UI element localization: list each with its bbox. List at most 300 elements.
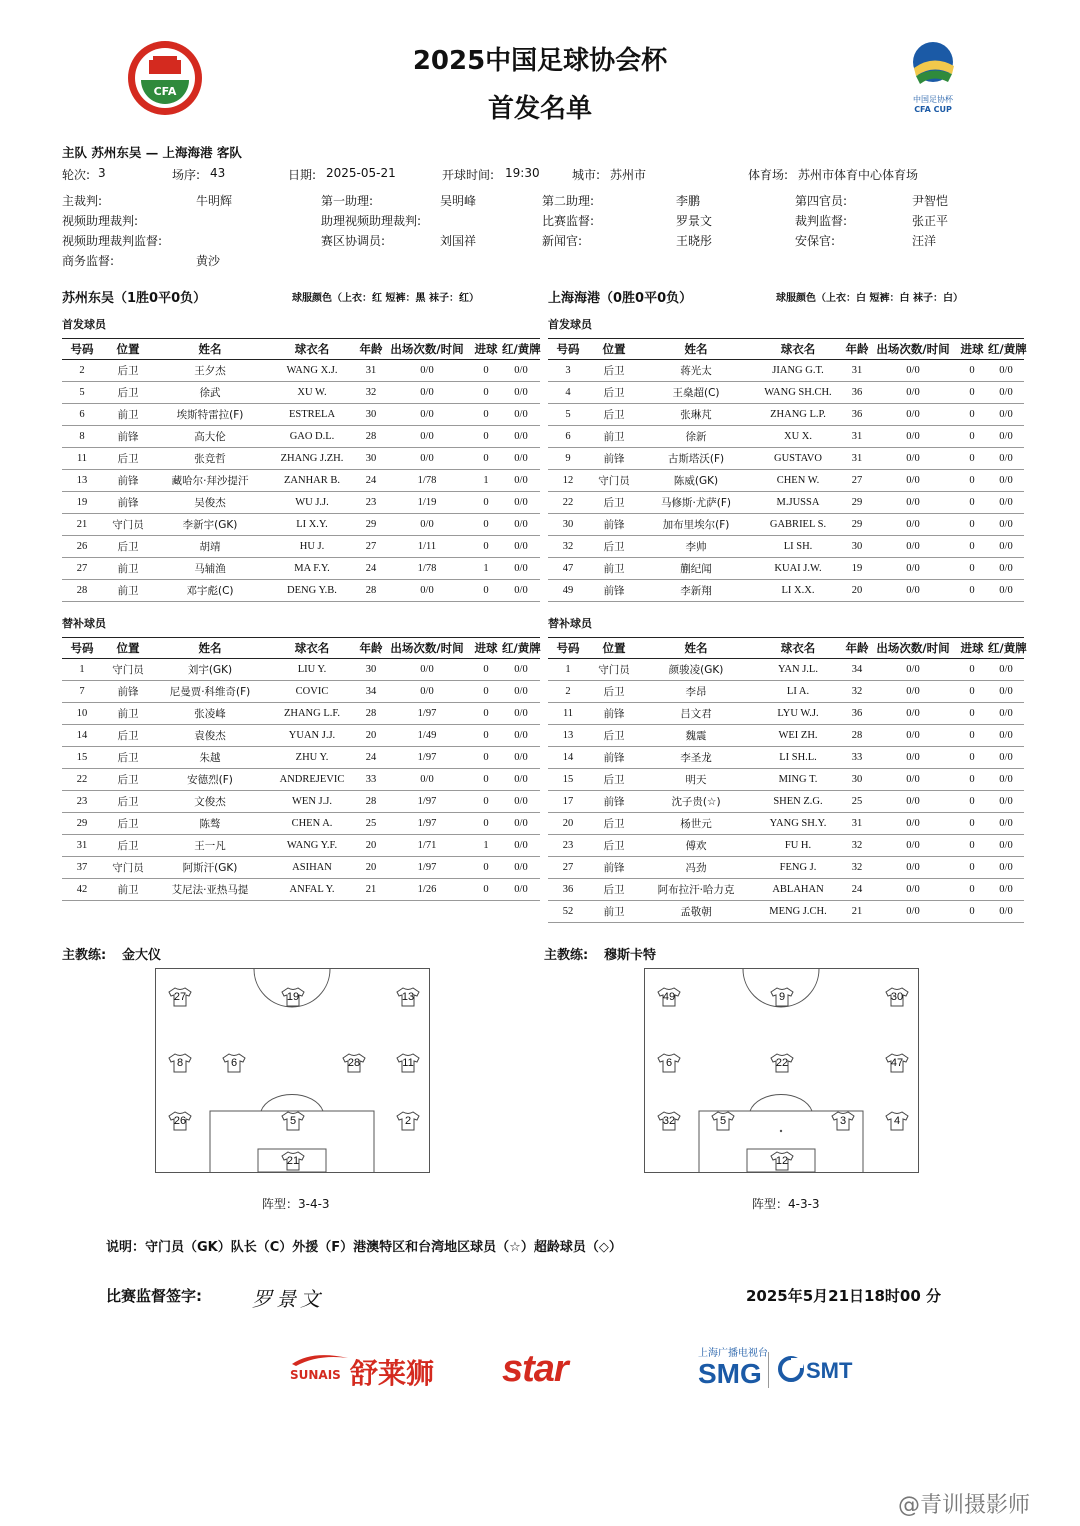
shirt-number: 22 (775, 1057, 789, 1069)
player-apps: 0/0 (384, 580, 470, 602)
player-apps: 0/0 (870, 791, 956, 813)
player-name: 马辅渔 (154, 558, 266, 580)
player-name: 刘宇(GK) (154, 659, 266, 681)
player-shirt-name: ESTRELA (266, 404, 358, 426)
player-apps: 0/0 (384, 681, 470, 703)
player-name: 李新翔 (640, 580, 752, 602)
player-row (548, 536, 1024, 558)
player-number: 36 (548, 879, 588, 901)
player-number: 2 (548, 681, 588, 703)
player-cards: 0/0 (502, 703, 540, 725)
smg-logo (698, 1344, 863, 1394)
shirt-number: 49 (662, 991, 676, 1003)
signature-label: 比赛监督签字: (106, 1287, 202, 1305)
player-goals: 0 (470, 769, 502, 791)
column-header-position: 位置 (102, 339, 154, 360)
player-cards: 0/0 (988, 448, 1024, 470)
ar1-label: 第一助理: (321, 194, 374, 208)
column-header-cards: 红/黄牌 (502, 339, 540, 360)
player-name: 颜骏凌(GK) (640, 659, 752, 681)
player-cards: 0/0 (988, 791, 1024, 813)
player-shirt-name: XU X. (752, 426, 844, 448)
player-position: 后卫 (588, 536, 640, 558)
player-age: 28 (358, 580, 384, 602)
column-header-position: 位置 (588, 339, 640, 360)
home-subs-table (62, 637, 540, 901)
shirt-icon (770, 1151, 794, 1171)
player-name: 高大伦 (154, 426, 266, 448)
player-name: 王一凡 (154, 835, 266, 857)
player-position: 前锋 (588, 703, 640, 725)
venue-value: 苏州市体育中心体育场 (798, 168, 919, 182)
player-shirt-name: MENG J.CH. (752, 901, 844, 923)
city-label: 城市: (572, 168, 601, 182)
shirt-number: 4 (893, 1115, 901, 1127)
player-age: 30 (844, 536, 870, 558)
player-number: 22 (62, 769, 102, 791)
player-shirt-name: KUAI J.W. (752, 558, 844, 580)
player-cards: 0/0 (988, 681, 1024, 703)
smg-text: SMG (698, 1358, 762, 1389)
commercial-value: 黄沙 (196, 254, 221, 268)
player-age: 29 (844, 514, 870, 536)
home-coach-label: 主教练: (62, 948, 107, 963)
kickoff-value: 19:30 (505, 166, 540, 180)
column-header-shirt-name: 球衣名 (752, 638, 844, 659)
player-goals: 0 (470, 580, 502, 602)
player-row (62, 725, 540, 747)
player-position: 后卫 (102, 835, 154, 857)
player-row (62, 835, 540, 857)
column-header-number: 号码 (548, 339, 588, 360)
watermark: @青训摄影师 (898, 1493, 1031, 1518)
player-apps: 1/71 (384, 835, 470, 857)
match-no-label: 场序: (172, 168, 201, 182)
player-shirt-name: ZHANG L.F. (266, 703, 358, 725)
player-shirt-name: SHEN Z.G. (752, 791, 844, 813)
player-age: 24 (358, 747, 384, 769)
player-age: 23 (358, 492, 384, 514)
match-no-value: 43 (210, 166, 226, 180)
coordinator-label: 赛区协调员: (321, 234, 386, 248)
player-apps: 0/0 (870, 901, 956, 923)
player-position: 后卫 (588, 725, 640, 747)
press-label: 新闻官: (542, 234, 583, 248)
player-cards: 0/0 (502, 791, 540, 813)
player-shirt-name: LI A. (752, 681, 844, 703)
player-row (62, 879, 540, 901)
player-apps: 0/0 (870, 426, 956, 448)
shirt-icon (657, 987, 681, 1007)
player-apps: 1/11 (384, 536, 470, 558)
player-age: 20 (358, 725, 384, 747)
player-goals: 0 (470, 404, 502, 426)
column-header-cards: 红/黄牌 (988, 638, 1024, 659)
player-shirt-name: LI X.X. (752, 580, 844, 602)
player-age: 27 (358, 536, 384, 558)
player-cards: 0/0 (502, 514, 540, 536)
shirt-icon (396, 987, 420, 1007)
shirt-number: 5 (289, 1115, 297, 1127)
player-row (62, 703, 540, 725)
shirt-number: 21 (286, 1155, 300, 1167)
coordinator-value: 刘国祥 (440, 234, 477, 248)
player-age: 34 (844, 659, 870, 681)
player-number: 27 (62, 558, 102, 580)
player-cards: 0/0 (502, 769, 540, 791)
player-age: 25 (844, 791, 870, 813)
shirt-number: 47 (890, 1057, 904, 1069)
referee-value: 牛明辉 (196, 194, 233, 208)
player-number: 30 (548, 514, 588, 536)
player-name: 尼曼贾·科维奇(F) (154, 681, 266, 703)
shirt-icon (885, 1111, 909, 1131)
player-name: 魏震 (640, 725, 752, 747)
player-number: 20 (548, 813, 588, 835)
player-row (548, 580, 1024, 602)
player-row (548, 492, 1024, 514)
player-name: 李新宇(GK) (154, 514, 266, 536)
player-cards: 0/0 (502, 536, 540, 558)
column-header-age: 年龄 (844, 638, 870, 659)
player-age: 32 (844, 835, 870, 857)
legend-note: 说明：守门员（GK）队长（C）外援（F）港澳特区和台湾地区球员（☆）超龄球员（◇） (106, 1240, 622, 1255)
player-row (548, 404, 1024, 426)
player-cards: 0/0 (988, 360, 1024, 382)
player-name: 加布里埃尔(F) (640, 514, 752, 536)
shirt-number: 12 (775, 1155, 789, 1167)
player-age: 32 (358, 382, 384, 404)
player-shirt-name: GABRIEL S. (752, 514, 844, 536)
player-apps: 0/0 (870, 360, 956, 382)
player-position: 前锋 (102, 681, 154, 703)
player-cards: 0/0 (988, 901, 1024, 923)
column-header-apps: 出场次数/时间 (870, 339, 956, 360)
column-header-shirt-name: 球衣名 (266, 638, 358, 659)
player-name: 古斯塔沃(F) (640, 448, 752, 470)
player-shirt-name: MING T. (752, 769, 844, 791)
player-number: 10 (62, 703, 102, 725)
player-row (548, 813, 1024, 835)
player-cards: 0/0 (988, 813, 1024, 835)
player-goals: 0 (956, 404, 988, 426)
player-goals: 1 (470, 558, 502, 580)
away-starters-table (548, 338, 1027, 602)
player-cards: 0/0 (502, 426, 540, 448)
away-coach-name: 穆斯卡特 (604, 948, 657, 963)
player-name: 李昂 (640, 681, 752, 703)
player-cards: 0/0 (502, 580, 540, 602)
player-row (548, 426, 1024, 448)
column-header-number: 号码 (62, 638, 102, 659)
player-name: 王燊超(C) (640, 382, 752, 404)
player-age: 20 (358, 857, 384, 879)
player-shirt-name: FU H. (752, 835, 844, 857)
player-number: 8 (62, 426, 102, 448)
shirt-number: 13 (401, 991, 415, 1003)
player-number: 28 (62, 580, 102, 602)
player-position: 前锋 (588, 514, 640, 536)
player-row (62, 813, 540, 835)
star-logo: star (502, 1348, 568, 1390)
player-position: 后卫 (102, 769, 154, 791)
shirt-number: 3 (839, 1115, 847, 1127)
player-number: 5 (62, 382, 102, 404)
player-apps: 1/97 (384, 857, 470, 879)
player-apps: 0/0 (870, 857, 956, 879)
player-goals: 0 (956, 791, 988, 813)
shirt-number: 32 (662, 1115, 676, 1127)
player-row (548, 791, 1024, 813)
shirt-icon (770, 1053, 794, 1073)
player-row (548, 901, 1024, 923)
player-row (548, 879, 1024, 901)
player-apps: 0/0 (870, 703, 956, 725)
player-age: 31 (844, 813, 870, 835)
player-position: 前锋 (102, 470, 154, 492)
player-apps: 0/0 (870, 580, 956, 602)
player-name: 蒋光太 (640, 360, 752, 382)
away-team-header: 上海海港（0胜0平0负） (548, 291, 693, 306)
column-header-apps: 出场次数/时间 (384, 339, 470, 360)
player-shirt-name: ZANHAR B. (266, 470, 358, 492)
player-goals: 0 (956, 813, 988, 835)
away-formation-pitch (644, 968, 919, 1173)
player-row (548, 835, 1024, 857)
player-age: 21 (358, 879, 384, 901)
player-position: 后卫 (588, 492, 640, 514)
shirt-number: 26 (173, 1115, 187, 1127)
player-shirt-name: WEI ZH. (752, 725, 844, 747)
player-age: 28 (844, 725, 870, 747)
player-shirt-name: ZHU Y. (266, 747, 358, 769)
player-shirt-name: LIU Y. (266, 659, 358, 681)
player-number: 14 (548, 747, 588, 769)
column-header-name: 姓名 (640, 339, 752, 360)
player-goals: 0 (470, 813, 502, 835)
player-apps: 0/0 (384, 426, 470, 448)
player-age: 19 (844, 558, 870, 580)
player-cards: 0/0 (502, 558, 540, 580)
fourth-label: 第四官员: (795, 194, 848, 208)
player-age: 24 (844, 879, 870, 901)
player-age: 27 (844, 470, 870, 492)
player-name: 沈子贵(☆) (640, 791, 752, 813)
player-name: 胡靖 (154, 536, 266, 558)
player-shirt-name: ZHANG L.P. (752, 404, 844, 426)
player-age: 36 (844, 703, 870, 725)
player-row (62, 536, 540, 558)
player-age: 29 (844, 492, 870, 514)
shirt-number: 11 (402, 1057, 414, 1069)
shirt-icon (168, 987, 192, 1007)
player-number: 6 (62, 404, 102, 426)
player-position: 前卫 (102, 703, 154, 725)
player-name: 陈威(GK) (640, 470, 752, 492)
player-name: 安德烈(F) (154, 769, 266, 791)
player-goals: 0 (470, 703, 502, 725)
player-position: 后卫 (588, 879, 640, 901)
shirt-icon (885, 1053, 909, 1073)
player-goals: 0 (470, 857, 502, 879)
player-cards: 0/0 (502, 659, 540, 681)
shirt-icon (281, 1151, 305, 1171)
player-position: 前锋 (588, 747, 640, 769)
player-shirt-name: LI SH.L. (752, 747, 844, 769)
player-goals: 0 (956, 769, 988, 791)
shirt-number: 9 (778, 991, 786, 1003)
player-row (62, 404, 540, 426)
smg-top-text: 上海广播电视台 (698, 1348, 768, 1359)
cfa-cup-logo-line2: CFA CUP (914, 105, 952, 114)
player-position: 后卫 (102, 725, 154, 747)
player-goals: 0 (956, 382, 988, 404)
player-shirt-name: WANG X.J. (266, 360, 358, 382)
player-cards: 0/0 (502, 747, 540, 769)
player-age: 33 (358, 769, 384, 791)
ar1-value: 吴明峰 (440, 194, 477, 208)
player-age: 33 (844, 747, 870, 769)
player-name: 蒯纪闻 (640, 558, 752, 580)
player-row (62, 580, 540, 602)
player-row (548, 769, 1024, 791)
player-number: 23 (62, 791, 102, 813)
player-shirt-name: YANG SH.Y. (752, 813, 844, 835)
away-starters-label: 首发球员 (548, 318, 592, 331)
player-goals: 0 (956, 492, 988, 514)
column-header-cards: 红/黄牌 (988, 339, 1024, 360)
player-cards: 0/0 (988, 659, 1024, 681)
player-number: 23 (548, 835, 588, 857)
commissioner-label: 比赛监督: (542, 214, 595, 228)
player-cards: 0/0 (988, 857, 1024, 879)
column-header-number: 号码 (548, 638, 588, 659)
player-position: 后卫 (102, 791, 154, 813)
player-position: 守门员 (102, 857, 154, 879)
player-name: 明天 (640, 769, 752, 791)
player-cards: 0/0 (502, 470, 540, 492)
player-apps: 0/0 (384, 448, 470, 470)
away-subs-label: 替补球员 (548, 617, 592, 630)
player-shirt-name: JIANG G.T. (752, 360, 844, 382)
player-row (548, 558, 1024, 580)
player-apps: 0/0 (870, 448, 956, 470)
player-goals: 0 (470, 725, 502, 747)
player-number: 4 (548, 382, 588, 404)
player-name: 吴俊杰 (154, 492, 266, 514)
column-header-age: 年龄 (358, 339, 384, 360)
player-goals: 0 (470, 536, 502, 558)
player-number: 7 (62, 681, 102, 703)
player-apps: 0/0 (384, 404, 470, 426)
player-row (548, 448, 1024, 470)
player-position: 前卫 (102, 558, 154, 580)
commissioner-value: 罗景文 (676, 214, 713, 228)
player-name: 陈骜 (154, 813, 266, 835)
player-cards: 0/0 (988, 382, 1024, 404)
player-age: 29 (358, 514, 384, 536)
player-position: 前锋 (102, 492, 154, 514)
player-name: 文俊杰 (154, 791, 266, 813)
player-apps: 0/0 (870, 492, 956, 514)
signature-datetime: 2025年5月21日18时00 分 (746, 1287, 942, 1305)
player-position: 前卫 (102, 580, 154, 602)
player-shirt-name: CHEN W. (752, 470, 844, 492)
fourth-value: 尹智恺 (912, 194, 949, 208)
column-header-number: 号码 (62, 339, 102, 360)
player-age: 30 (358, 404, 384, 426)
player-name: 冯劲 (640, 857, 752, 879)
home-team-header: 苏州东吴（1胜0平0负） (62, 291, 207, 306)
player-row (62, 681, 540, 703)
player-number: 2 (62, 360, 102, 382)
player-goals: 0 (956, 857, 988, 879)
player-cards: 0/0 (502, 382, 540, 404)
player-cards: 0/0 (502, 681, 540, 703)
player-position: 守门员 (102, 514, 154, 536)
commissioner-signature: 罗景文 (252, 1287, 324, 1311)
column-header-goals: 进球 (956, 339, 988, 360)
player-position: 守门员 (102, 659, 154, 681)
player-name: 埃斯特雷拉(F) (154, 404, 266, 426)
player-shirt-name: ANDREJEVIC (266, 769, 358, 791)
player-position: 前卫 (588, 901, 640, 923)
player-number: 27 (548, 857, 588, 879)
date-value: 2025-05-21 (326, 166, 396, 180)
player-row (62, 448, 540, 470)
player-name: 张琳芃 (640, 404, 752, 426)
player-number: 1 (548, 659, 588, 681)
player-age: 28 (358, 703, 384, 725)
player-row (62, 747, 540, 769)
shirt-number: 5 (719, 1115, 727, 1127)
player-row (548, 382, 1024, 404)
player-apps: 0/0 (870, 725, 956, 747)
shirt-number: 6 (230, 1057, 238, 1069)
page-subtitle: 首发名单 (487, 94, 592, 124)
away-subs-table (548, 637, 1027, 923)
player-goals: 0 (470, 492, 502, 514)
player-age: 20 (844, 580, 870, 602)
player-goals: 0 (956, 835, 988, 857)
shirt-icon (281, 987, 305, 1007)
var-label: 视频助理裁判: (62, 214, 139, 228)
teams-line: 主队 苏州东吴 — 上海海港 客队 (62, 145, 242, 160)
player-row (62, 426, 540, 448)
press-value: 王晓彤 (676, 234, 713, 248)
player-apps: 1/26 (384, 879, 470, 901)
player-name: 袁俊杰 (154, 725, 266, 747)
round-label: 轮次: (62, 168, 91, 182)
column-header-apps: 出场次数/时间 (870, 638, 956, 659)
shirt-number: 19 (286, 991, 300, 1003)
player-apps: 1/19 (384, 492, 470, 514)
column-header-age: 年龄 (358, 638, 384, 659)
player-row (548, 681, 1024, 703)
player-position: 后卫 (588, 404, 640, 426)
shirt-number: 8 (176, 1057, 184, 1069)
home-formation: 阵型：3-4-3 (262, 1197, 330, 1211)
player-goals: 0 (470, 879, 502, 901)
cfa-cup-logo-line1: 中国足协杯 (913, 95, 953, 104)
player-apps: 0/0 (870, 681, 956, 703)
player-number: 12 (548, 470, 588, 492)
column-header-position: 位置 (588, 638, 640, 659)
player-goals: 0 (956, 514, 988, 536)
player-name: 阿斯汗(GK) (154, 857, 266, 879)
var-supervisor-label: 视频助理裁判监督: (62, 234, 163, 248)
player-age: 32 (844, 857, 870, 879)
